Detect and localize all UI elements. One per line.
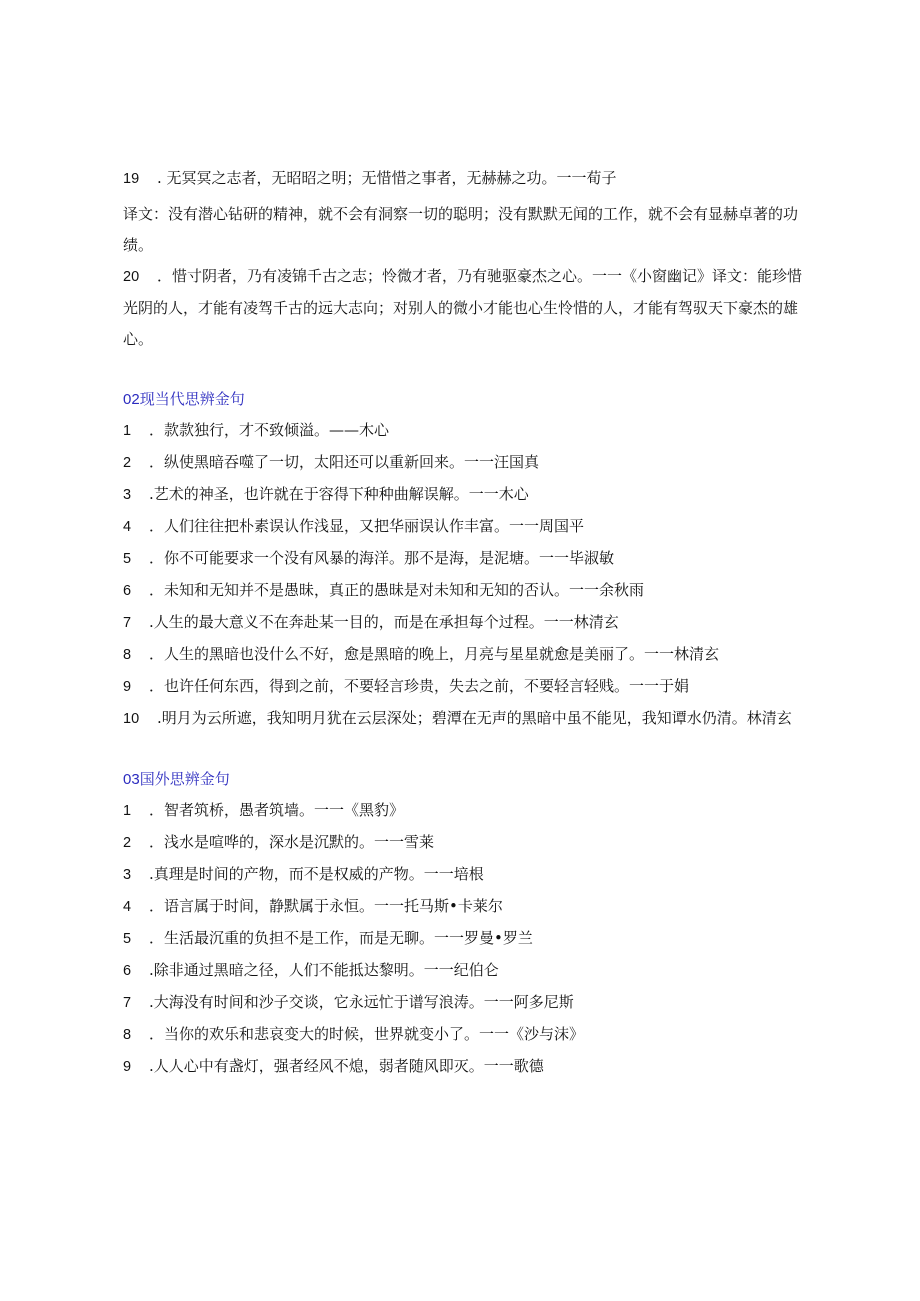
quote-number: 2	[123, 835, 132, 851]
section-number: 02	[123, 391, 140, 408]
quote-text: ．你不可能要求一个没有风暴的海洋。那不是海，是泥塘。一一毕淑敏	[149, 549, 615, 567]
list-item	[123, 415, 813, 447]
quote-number: 2	[123, 455, 132, 471]
list-item	[123, 479, 813, 511]
list-item	[123, 795, 813, 827]
list-item	[123, 703, 813, 735]
list-item	[123, 543, 813, 575]
list-item	[123, 447, 813, 479]
foreign-quote-list	[123, 795, 813, 1083]
quote-text: .除非通过黑暗之径，人们不能抵达黎明。一一纪伯仑	[149, 961, 499, 979]
list-item	[123, 955, 813, 987]
quote-text: ．未知和无知并不是愚昧，真正的愚昧是对未知和无知的否认。一一余秋雨	[149, 581, 645, 599]
list-item	[123, 671, 813, 703]
list-item	[123, 827, 813, 859]
quote-text: ．当你的欢乐和悲哀变大的时候，世界就变小了。一一《沙与沫》	[149, 1025, 585, 1043]
section-number: 03	[123, 771, 140, 788]
modern-quote-list	[123, 415, 813, 735]
quote-text: .明月为云所遮，我知明月犹在云层深处；碧潭在无声的黑暗中虽不能见，我知谭水仍清。林清玄	[157, 709, 792, 727]
quote-number: 8	[123, 647, 132, 663]
section-title-text: 现当代思辨金句	[139, 390, 245, 408]
quote-text: .真理是时间的产物，而不是权威的产物。一一培根	[149, 865, 484, 883]
list-item	[123, 1019, 813, 1051]
quote-number: 5	[123, 931, 132, 947]
quote-text: ．人生的黑暗也没什么不好，愈是黑暗的晚上，月亮与星星就愈是美丽了。一一林清玄	[149, 645, 720, 663]
quote-text: .人生的最大意义不在奔赴某一目的，而是在承担每个过程。一一林清玄	[149, 613, 619, 631]
quote-text: ．也许任何东西，得到之前，不要轻言珍贵，失去之前，不要轻言轻贱。一一于娟	[149, 677, 690, 695]
section-heading-foreign	[123, 764, 813, 795]
quote-text: ．语言属于时间，静默属于永恒。一一托马斯•卡莱尔	[149, 897, 503, 915]
quote-number: 19	[123, 171, 140, 187]
section-heading-modern	[123, 384, 813, 415]
quote-number: 9	[123, 1059, 132, 1075]
quote-text: . 无冥冥之志者，无昭昭之明；无惜惜之事者，无赫赫之功。一一荀子	[157, 169, 617, 187]
quote-number: 20	[123, 269, 140, 285]
list-item	[123, 923, 813, 955]
quote-text: ．款款独行，才不致倾溢。——木心	[149, 421, 390, 439]
list-item	[123, 511, 813, 543]
list-item	[123, 607, 813, 639]
quote-text: .人人心中有盏灯，强者经风不熄，弱者随风即灭。一一歌德	[149, 1057, 544, 1075]
quote-number: 7	[123, 615, 132, 631]
list-item	[123, 987, 813, 1019]
quote-text: ．智者筑桥，愚者筑墙。一一《黑豹》	[149, 801, 405, 819]
quote-translation-19: 译文：没有潜心钻研的精神，就不会有洞察一切的聪明；没有默默无闻的工作，就不会有显赫卓著的功绩。	[123, 205, 799, 254]
quote-number: 1	[123, 803, 132, 819]
quote-text: .大海没有时间和沙子交谈，它永远忙于谱写浪涛。一一阿多尼斯	[149, 993, 574, 1011]
quote-number: 5	[123, 551, 132, 567]
quote-number: 10	[123, 711, 140, 727]
quote-number: 8	[123, 1027, 132, 1043]
list-item	[123, 891, 813, 923]
quote-text: ．人们往往把朴素误认作浅显，又把华丽误认作丰富。一一周国平	[149, 517, 585, 535]
quote-text: ．纵使黑暗吞噬了一切，太阳还可以重新回来。一一汪国真	[149, 453, 540, 471]
quote-number: 9	[123, 679, 132, 695]
quote-item-20	[123, 261, 813, 355]
quote-number: 3	[123, 867, 132, 883]
quote-text: ．浅水是喧哗的，深水是沉默的。一一雪莱	[149, 833, 435, 851]
quote-text: ．生活最沉重的负担不是工作，而是无聊。一一罗曼•罗兰	[149, 929, 533, 947]
quote-item-19	[123, 163, 813, 195]
quote-text: .艺术的神圣，也许就在于容得下种种曲解误解。一一木心	[149, 485, 529, 503]
quote-number: 3	[123, 487, 132, 503]
quote-text: ．惜寸阴者，乃有凌锦千古之志；怜微才者，乃有驰驱豪杰之心。一一《小窗幽记》译文：能珍惜光阴的人，才能有凌驾千古的远大志向；对别人的微小才能也心生怜惜的人，才能有驾驭天下豪杰的雄心。	[123, 267, 803, 348]
list-item	[123, 575, 813, 607]
quote-number: 7	[123, 995, 132, 1011]
quote-number: 6	[123, 963, 132, 979]
quote-number: 1	[123, 423, 132, 439]
document-content	[123, 163, 813, 1083]
section-title-text: 国外思辨金句	[139, 770, 230, 788]
list-item	[123, 639, 813, 671]
list-item	[123, 1051, 813, 1083]
quote-number: 6	[123, 583, 132, 599]
quote-number: 4	[123, 519, 132, 535]
quote-number: 4	[123, 899, 132, 915]
list-item	[123, 859, 813, 891]
